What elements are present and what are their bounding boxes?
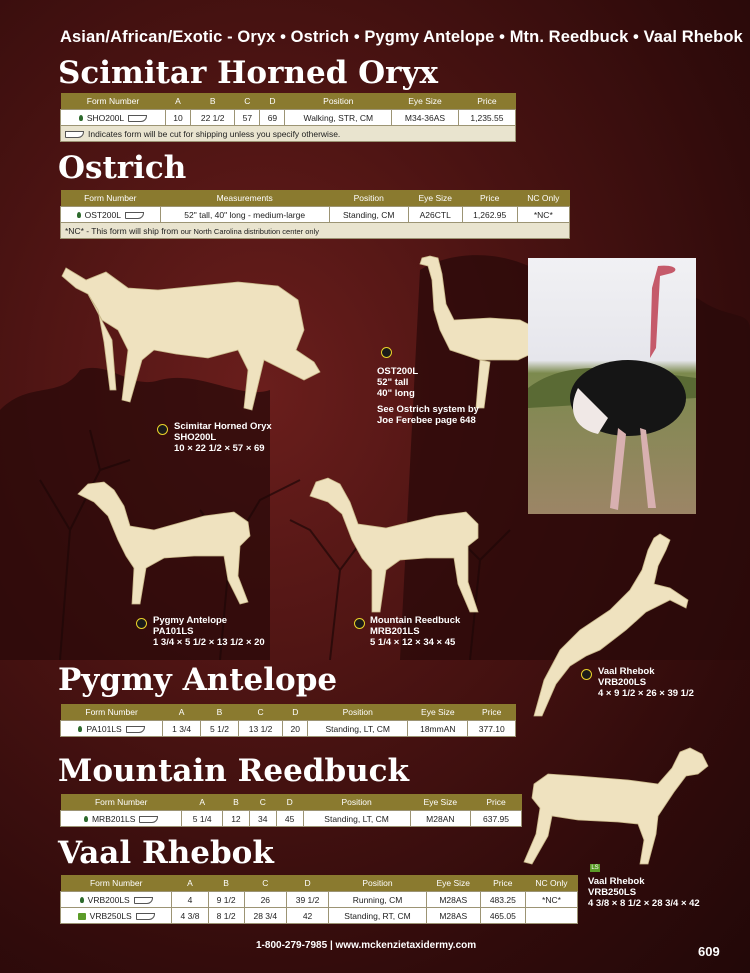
cell-a: 5 1/4 (182, 811, 223, 827)
caption-form-number: OST200L (377, 366, 419, 377)
page-number: 609 (698, 944, 720, 959)
col-form-number: Form Number (61, 875, 172, 892)
cut-for-shipping-icon (126, 726, 145, 733)
rhebok-spec-table (60, 875, 578, 924)
col-form-number: Form Number (61, 794, 182, 811)
cell-eye-size: M34-36AS (392, 110, 459, 126)
lifelike-badge-icon (581, 669, 592, 680)
col-d: D (283, 704, 308, 721)
col-b: B (201, 704, 239, 721)
cell-c: 57 (235, 110, 260, 126)
form-number: VRB200LS (87, 894, 130, 905)
table-row (61, 721, 516, 737)
cell-position: Standing, CM (329, 207, 408, 223)
caption-form-number: SHO200L (174, 432, 217, 443)
col-nc-only: NC Only (517, 190, 569, 207)
cell-eye-size: M28AN (410, 811, 470, 827)
form-number: PA101LS (86, 723, 122, 734)
col-a: A (172, 875, 208, 892)
nc-note-tail: our North Carolina distribution center only (180, 226, 319, 236)
table-row (61, 811, 522, 827)
table-row (61, 110, 516, 126)
col-price: Price (471, 794, 522, 811)
cell-nc-only: *NC* (517, 207, 569, 223)
reedbuck-spec-table (60, 794, 522, 827)
col-price: Price (468, 704, 516, 721)
col-b: B (223, 794, 250, 811)
col-d: D (276, 794, 303, 811)
cell-d: 20 (283, 721, 308, 737)
reedbuck-title: Mountain Reedbuck (58, 753, 410, 789)
cell-price: 377.10 (468, 721, 516, 737)
col-position: Position (308, 704, 408, 721)
rhebok-running-caption (598, 666, 694, 699)
cell-b: 9 1/2 (208, 892, 244, 908)
cell-d: 69 (260, 110, 285, 126)
nc-note-lead: *NC* - This form will ship from (65, 225, 179, 236)
col-eye-size: Eye Size (426, 875, 480, 892)
cut-for-shipping-icon (125, 212, 144, 219)
cell-a: 10 (165, 110, 190, 126)
footer-contact: 1-800-279-7985 | www.mckenzietaxidermy.com (256, 940, 477, 951)
cell-a: 4 3/8 (172, 908, 208, 924)
form-number: OST200L (84, 209, 121, 220)
cell-position: Standing, RT, CM (329, 908, 427, 924)
ls-badge-icon (78, 913, 86, 920)
col-c: C (249, 794, 276, 811)
cell-c: 28 3/4 (244, 908, 286, 924)
cell-b: 8 1/2 (208, 908, 244, 924)
caption-length: 40" long (377, 388, 415, 399)
cut-for-shipping-icon (136, 913, 155, 920)
oryx-form-image (58, 250, 338, 415)
oryx-title: Scimitar Horned Oryx (58, 55, 439, 91)
col-c: C (244, 875, 286, 892)
cell-a: 1 3/4 (163, 721, 201, 737)
ostrich-title: Ostrich (58, 150, 187, 186)
table-row (61, 908, 578, 924)
caption-form-number: VRB250LS (588, 887, 637, 898)
col-a: A (163, 704, 201, 721)
caption-dimensions: 5 1/4 × 12 × 34 × 45 (370, 637, 456, 648)
cell-d: 45 (276, 811, 303, 827)
cell-position: Standing, LT, CM (308, 721, 408, 737)
cell-price: 637.95 (471, 811, 522, 827)
col-eye-size: Eye Size (410, 794, 470, 811)
col-eye-size: Eye Size (408, 704, 468, 721)
col-position: Position (285, 93, 392, 110)
col-position: Position (303, 794, 410, 811)
col-a: A (182, 794, 223, 811)
lifelike-badge-icon (381, 347, 392, 358)
col-d: D (260, 93, 285, 110)
reedbuck-caption (370, 615, 460, 648)
oryx-caption (174, 421, 272, 454)
caption-dimensions: 4 × 9 1/2 × 26 × 39 1/2 (598, 688, 694, 699)
cell-b: 5 1/2 (201, 721, 239, 737)
cell-price: 465.05 (480, 908, 525, 924)
ostrich-caption (377, 366, 479, 426)
cell-nc-only (525, 908, 577, 924)
cell-position: Walking, STR, CM (285, 110, 392, 126)
cut-for-shipping-icon (128, 115, 147, 122)
col-form-number: Form Number (61, 190, 161, 207)
cell-eye-size: 18mmAN (408, 721, 468, 737)
lifelike-badge-icon (77, 212, 81, 218)
caption-reference: See Ostrich system by (377, 404, 479, 415)
caption-form-number: PA101LS (153, 626, 194, 637)
col-price: Price (462, 190, 517, 207)
cell-position: Standing, LT, CM (303, 811, 410, 827)
cell-eye-size: M28AS (426, 892, 480, 908)
cell-d: 39 1/2 (286, 892, 328, 908)
cell-c: 13 1/2 (238, 721, 282, 737)
cell-b: 12 (223, 811, 250, 827)
ostrich-spec-table (60, 190, 570, 239)
lifelike-badge-icon (78, 726, 82, 732)
col-position: Position (329, 875, 427, 892)
col-d: D (286, 875, 328, 892)
rhebok-title: Vaal Rhebok (58, 835, 274, 871)
category-header: Asian/African/Exotic - Oryx • Ostrich • Pygmy Antelope • Mtn. Reedbuck • Vaal Rhebok (60, 28, 743, 46)
pygmy-title: Pygmy Antelope (58, 662, 338, 698)
table-row (61, 207, 570, 223)
col-form-number: Form Number (61, 93, 166, 110)
cell-price: 1,262.95 (462, 207, 517, 223)
rhebok-standing-caption (588, 876, 700, 909)
col-form-number: Form Number (61, 704, 163, 721)
cell-eye-size: A26CTL (408, 207, 462, 223)
oryx-spec-table (60, 93, 516, 142)
cell-nc-only: *NC* (525, 892, 577, 908)
mountain-reedbuck-form-image (306, 474, 486, 614)
cell-eye-size: M28AS (426, 908, 480, 924)
col-eye-size: Eye Size (392, 93, 459, 110)
col-c: C (238, 704, 282, 721)
caption-species: Vaal Rhebok (588, 876, 645, 887)
caption-species: Scimitar Horned Oryx (174, 421, 272, 432)
col-b: B (208, 875, 244, 892)
caption-dimensions: 4 3/8 × 8 1/2 × 28 3/4 × 42 (588, 898, 700, 909)
col-measurements: Measurements (160, 190, 329, 207)
col-price: Price (480, 875, 525, 892)
pygmy-antelope-form-image (74, 476, 254, 606)
form-number: SHO200L (86, 112, 125, 123)
lifelike-badge-icon (136, 618, 147, 629)
pygmy-caption (153, 615, 265, 648)
cell-c: 26 (244, 892, 286, 908)
caption-species: Pygmy Antelope (153, 615, 228, 626)
cell-position: Running, CM (329, 892, 427, 908)
col-a: A (165, 93, 190, 110)
lifelike-badge-icon (80, 897, 84, 903)
caption-form-number: MRB201LS (370, 626, 420, 637)
form-number: MRB201LS (91, 813, 136, 824)
cell-measurements: 52" tall, 40" long - medium-large (160, 207, 329, 223)
cell-price: 483.25 (480, 892, 525, 908)
cut-for-shipping-icon (139, 816, 158, 823)
col-nc-only: NC Only (525, 875, 577, 892)
vaal-rhebok-standing-form-image (518, 744, 712, 866)
col-b: B (191, 93, 235, 110)
col-eye-size: Eye Size (408, 190, 462, 207)
cell-d: 42 (286, 908, 328, 924)
cut-for-shipping-icon (65, 131, 84, 138)
cut-note: Indicates form will be cut for shipping unless you specify otherwise. (88, 128, 341, 139)
ls-badge-icon: LS (591, 865, 599, 871)
lifelike-badge-icon (84, 816, 88, 822)
cell-price: 1,235.55 (458, 110, 515, 126)
lifelike-badge-icon (157, 424, 168, 435)
caption-height: 52" tall (377, 377, 409, 388)
form-number: VRB250LS (89, 910, 132, 921)
table-row (61, 892, 578, 908)
cell-b: 22 1/2 (191, 110, 235, 126)
cell-c: 34 (249, 811, 276, 827)
pygmy-spec-table (60, 704, 516, 737)
col-c: C (235, 93, 260, 110)
ostrich-mounted-photo (528, 258, 696, 514)
caption-species: Mountain Reedbuck (370, 615, 461, 626)
col-position: Position (329, 190, 408, 207)
caption-dimensions: 10 × 22 1/2 × 57 × 69 (174, 443, 265, 454)
col-price: Price (458, 93, 515, 110)
caption-form-number: VRB200LS (598, 677, 647, 688)
caption-species: Vaal Rhebok (598, 666, 655, 677)
cut-for-shipping-icon (134, 897, 153, 904)
lifelike-badge-icon (354, 618, 365, 629)
cell-a: 4 (172, 892, 208, 908)
caption-reference-page: Joe Ferebee page 648 (377, 415, 476, 426)
caption-dimensions: 1 3/4 × 5 1/2 × 13 1/2 × 20 (153, 637, 265, 648)
lifelike-badge-icon (79, 115, 83, 121)
